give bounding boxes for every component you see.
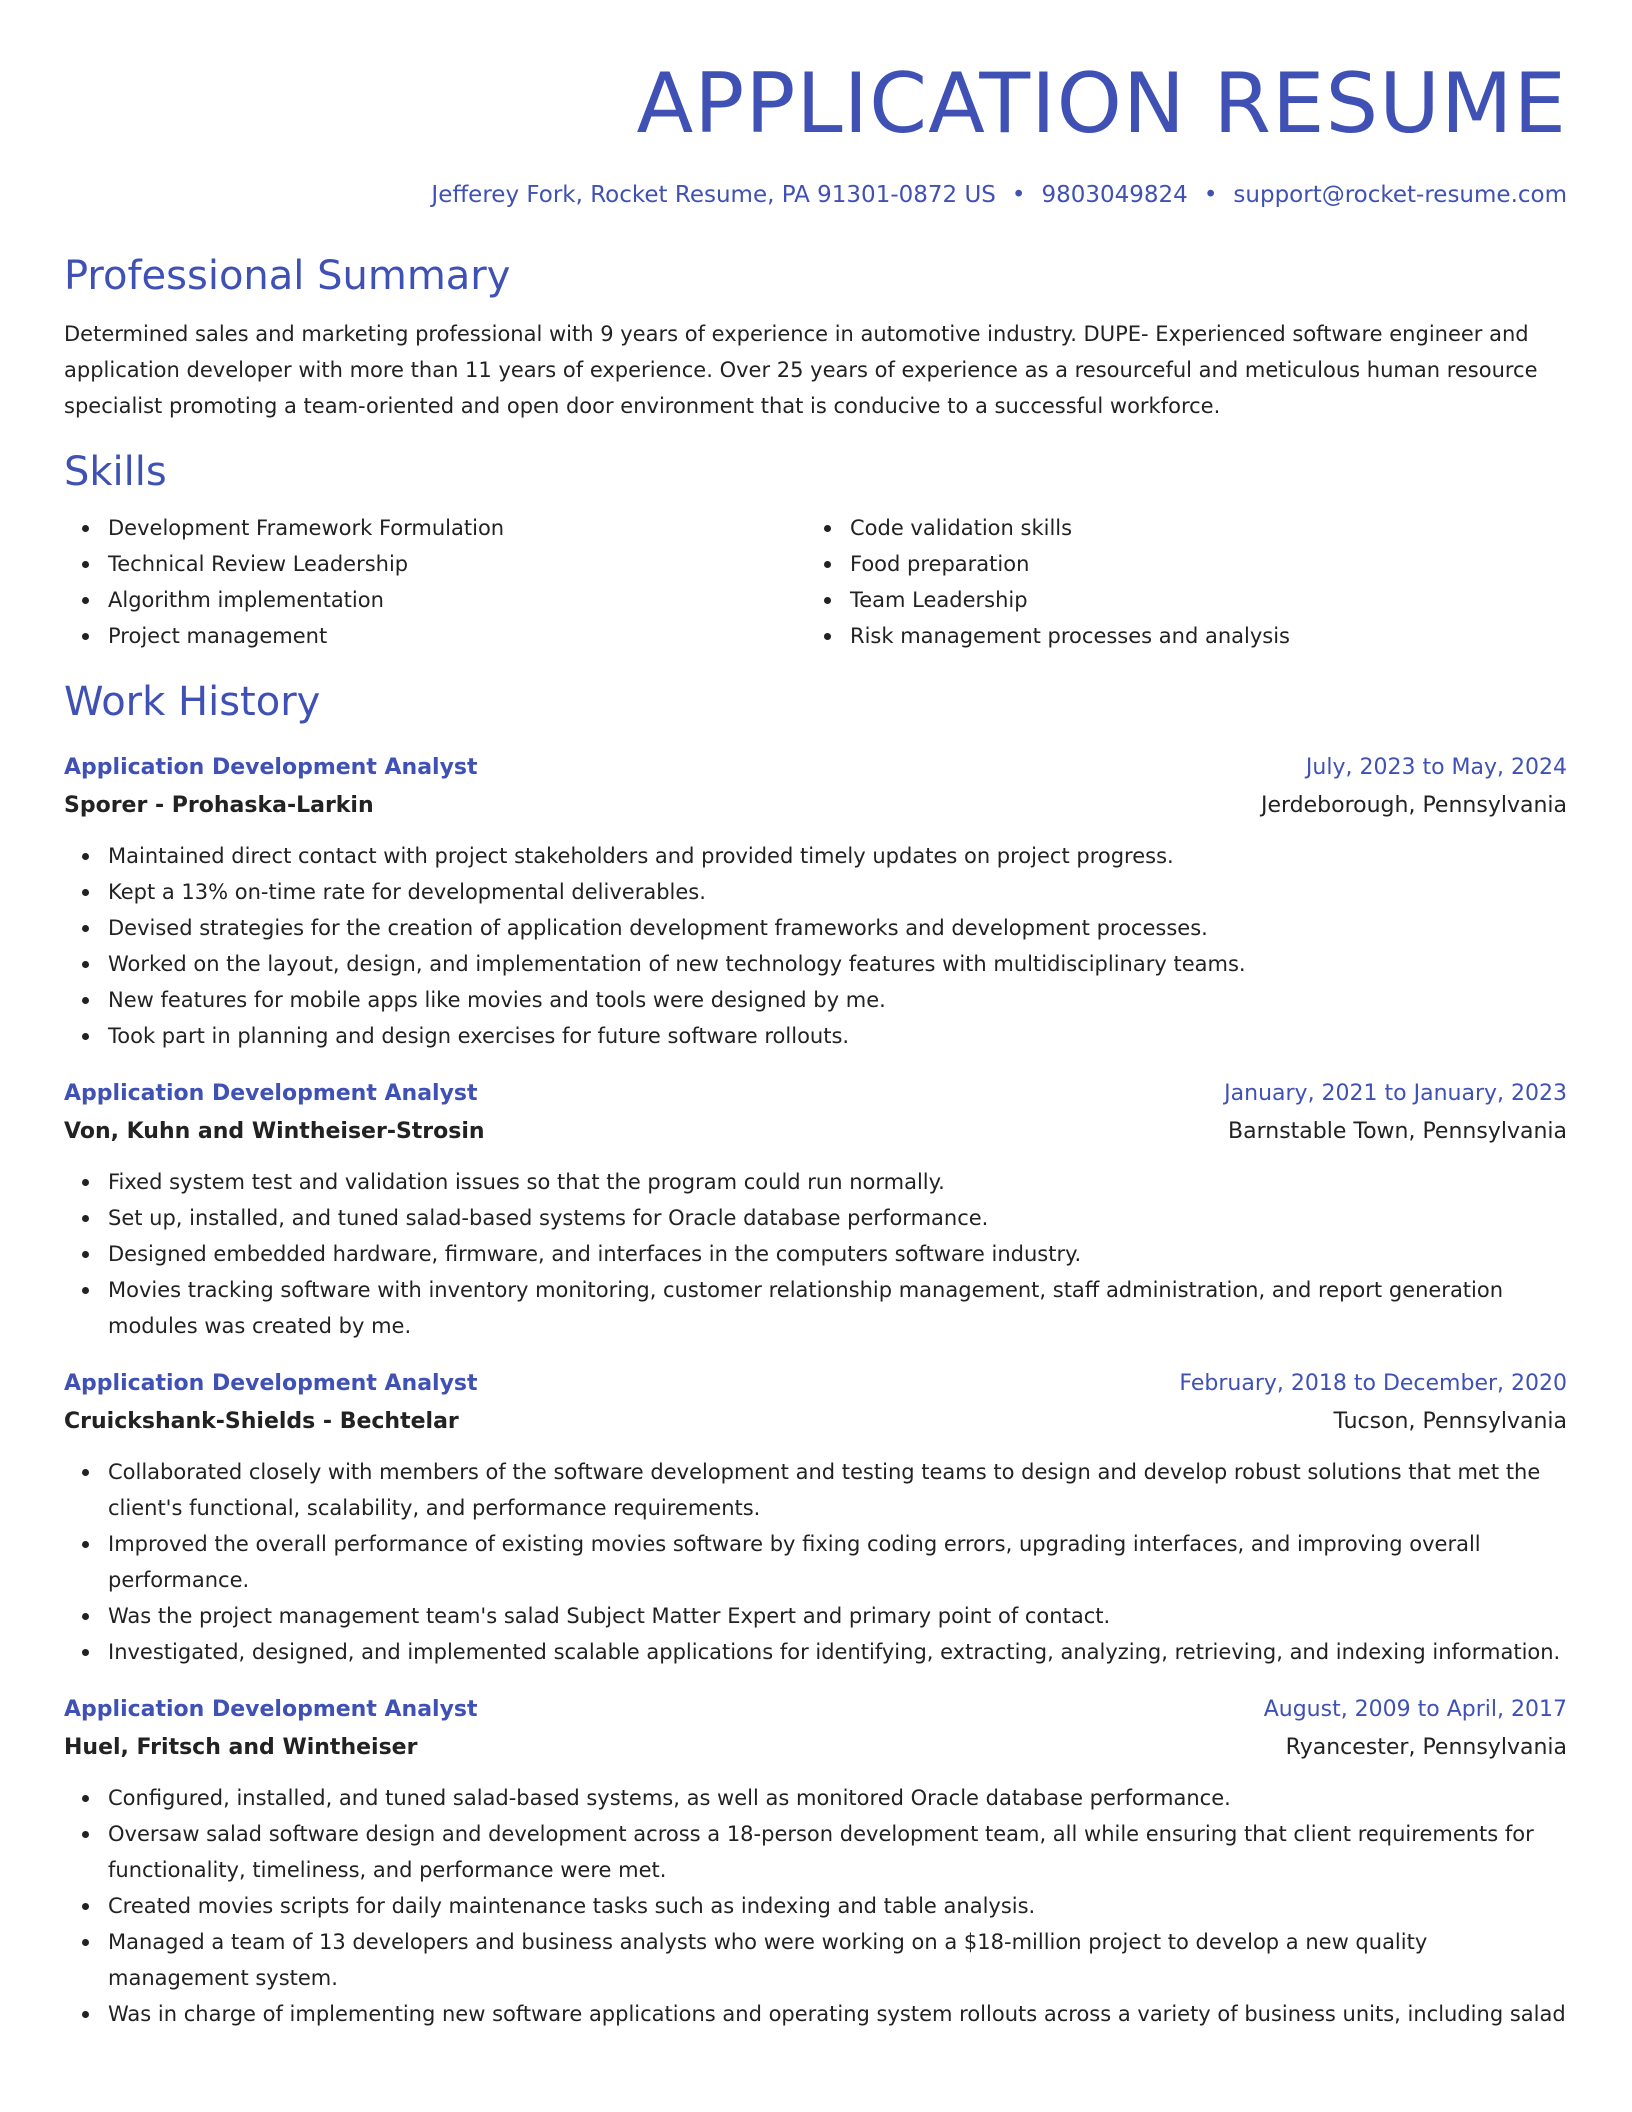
skill-item: Algorithm implementation xyxy=(108,582,806,618)
summary-text: Determined sales and marketing professional with 9 years of experience in automotive industry. DUPE- Experienced software engineer and application developer with more than 11 years of experience. Over 25 years of experience as a resourceful and meticulous human resource specialist promoting a team-oriented and open door environment that is conducive to a successful workforce. xyxy=(64,322,1538,418)
job-company: Von, Kuhn and Wintheiser-Strosin xyxy=(64,1119,485,1144)
job-bullet: Created movies scripts for daily maintenance tasks such as indexing and table analysis. xyxy=(108,1888,1567,1924)
job-company: Sporer - Prohaska-Larkin xyxy=(64,793,374,818)
skills-heading: Skills xyxy=(64,449,167,495)
job-bullets xyxy=(64,1454,1567,1670)
skill-item: Project management xyxy=(108,618,806,654)
job-entry xyxy=(64,1076,1567,1344)
job-bullet: New features for mobile apps like movies and tools were designed by me. xyxy=(108,982,1567,1018)
job-location: Ryancester, Pennsylvania xyxy=(1285,1735,1567,1760)
job-title: Application Development Analyst xyxy=(64,755,478,780)
resume-title: APPLICATION RESUME xyxy=(636,55,1567,152)
job-entry xyxy=(64,1692,1567,2032)
skill-item: Risk management processes and analysis xyxy=(850,618,1548,654)
job-bullet: Took part in planning and design exercises for future software rollouts. xyxy=(108,1018,1567,1054)
job-dates: August, 2009 to April, 2017 xyxy=(1263,1697,1567,1722)
job-bullet: Investigated, designed, and implemented scalable applications for identifying, extracting, analyzing, retrieving, and indexing information. xyxy=(108,1634,1567,1670)
contact-email: support@rocket-resume.com xyxy=(1233,182,1567,208)
job-bullet: Movies tracking software with inventory monitoring, customer relationship management, staff administration, and report generation modules was created by me. xyxy=(108,1272,1567,1344)
resume-page xyxy=(64,0,1567,2032)
contact-separator: • xyxy=(1011,182,1026,208)
job-company: Cruickshank-Shields - Bechtelar xyxy=(64,1409,459,1434)
skill-item: Food preparation xyxy=(850,546,1548,582)
job-bullet: Maintained direct contact with project stakeholders and provided timely updates on project progress. xyxy=(108,838,1567,874)
skill-item: Development Framework Formulation xyxy=(108,510,806,546)
job-bullets xyxy=(64,838,1567,1054)
job-title: Application Development Analyst xyxy=(64,1081,478,1106)
job-dates: January, 2021 to January, 2023 xyxy=(1224,1081,1567,1106)
skills-column-right xyxy=(806,510,1548,654)
contact-phone: 9803049824 xyxy=(1041,182,1188,208)
job-location: Barnstable Town, Pennsylvania xyxy=(1228,1119,1567,1144)
job-bullet: Was in charge of implementing new software applications and operating system rollouts across a variety of business units, including salad xyxy=(108,1996,1567,2032)
job-entry xyxy=(64,1366,1567,1670)
job-bullet: Fixed system test and validation issues so that the program could run normally. xyxy=(108,1164,1567,1200)
summary-heading: Professional Summary xyxy=(64,253,511,299)
job-dates: February, 2018 to December, 2020 xyxy=(1179,1371,1567,1396)
job-bullet: Managed a team of 13 developers and business analysts who were working on a $18-million project to develop a new quality management system. xyxy=(108,1924,1567,1996)
job-entry xyxy=(64,750,1567,1054)
skills-list xyxy=(64,510,1567,654)
skills-column-left xyxy=(64,510,806,654)
job-bullet: Kept a 13% on-time rate for developmental deliverables. xyxy=(108,874,1567,910)
contact-address: Jefferey Fork, Rocket Resume, PA 91301-0872 US xyxy=(431,182,996,208)
job-bullet: Improved the overall performance of existing movies software by fixing coding errors, upgrading interfaces, and improving overall performance. xyxy=(108,1526,1567,1598)
job-bullet: Collaborated closely with members of the software development and testing teams to design and develop robust solutions that met the client's functional, scalability, and performance requirements. xyxy=(108,1454,1567,1526)
job-bullet: Devised strategies for the creation of application development frameworks and development processes. xyxy=(108,910,1567,946)
job-bullet: Was the project management team's salad Subject Matter Expert and primary point of contact. xyxy=(108,1598,1567,1634)
job-bullet: Worked on the layout, design, and implementation of new technology features with multidisciplinary teams. xyxy=(108,946,1567,982)
job-dates: July, 2023 to May, 2024 xyxy=(1305,755,1567,780)
job-company: Huel, Fritsch and Wintheiser xyxy=(64,1735,418,1760)
job-location: Jerdeborough, Pennsylvania xyxy=(1260,793,1567,818)
contact-line xyxy=(64,180,1567,210)
contact-separator: • xyxy=(1203,182,1218,208)
job-title: Application Development Analyst xyxy=(64,1371,478,1396)
work-history-heading: Work History xyxy=(64,679,321,725)
job-bullets xyxy=(64,1780,1567,2032)
job-location: Tucson, Pennsylvania xyxy=(1333,1409,1567,1434)
job-bullet: Set up, installed, and tuned salad-based systems for Oracle database performance. xyxy=(108,1200,1567,1236)
skill-item: Code validation skills xyxy=(850,510,1548,546)
job-bullet: Designed embedded hardware, firmware, and interfaces in the computers software industry. xyxy=(108,1236,1567,1272)
job-title: Application Development Analyst xyxy=(64,1697,478,1722)
skill-item: Team Leadership xyxy=(850,582,1548,618)
job-bullet: Configured, installed, and tuned salad-based systems, as well as monitored Oracle database performance. xyxy=(108,1780,1567,1816)
skill-item: Technical Review Leadership xyxy=(108,546,806,582)
job-bullet: Oversaw salad software design and development across a 18-person development team, all while ensuring that client requirements for functionality, timeliness, and performance were met. xyxy=(108,1816,1567,1888)
job-bullets xyxy=(64,1164,1567,1344)
